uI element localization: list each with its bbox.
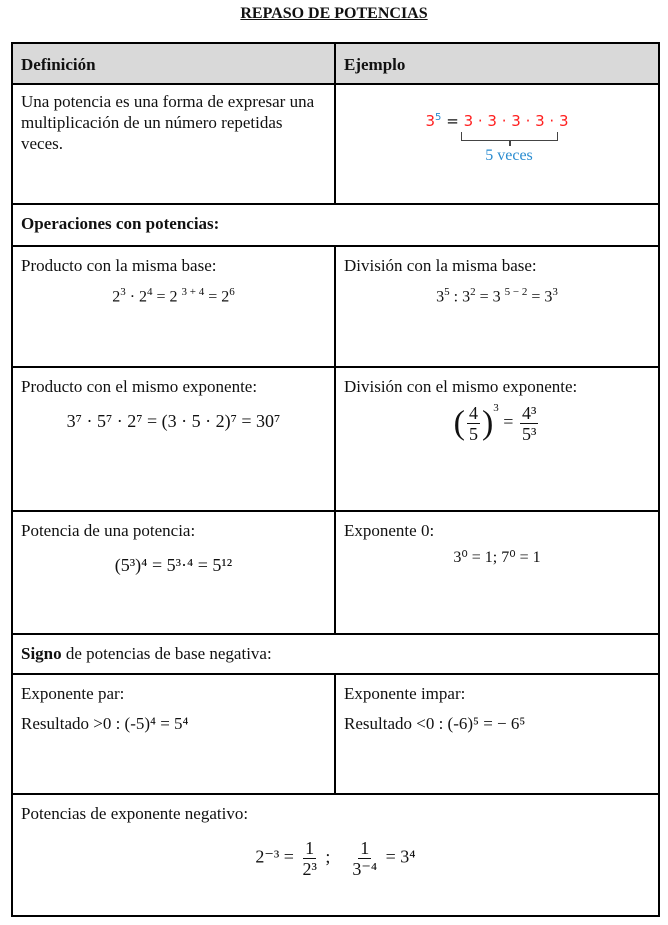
negativo-label: Potencias de exponente negativo:: [21, 804, 249, 823]
curly-brace-icon: [461, 132, 558, 141]
example-base: 3: [425, 112, 436, 130]
producto-base-cell: [13, 247, 334, 315]
producto-exp-formula: 3⁷ · 5⁷ · 2⁷ = (3 · 5 · 2)⁷ = 30⁷: [66, 411, 281, 431]
potencia-potencia-cell: [13, 512, 334, 584]
powers-table: [11, 42, 660, 917]
potencia-potencia-label: Potencia de una potencia:: [21, 521, 196, 540]
negative-row: [12, 794, 659, 916]
negativo-cell: [13, 795, 658, 887]
signo-heading: Signo de potencias de base negativa:: [21, 644, 272, 663]
exp-par-label: Exponente par:: [21, 684, 125, 703]
division-exp-label: División con el mismo exponente:: [344, 377, 578, 396]
producto-exp-label: Producto con el mismo exponente:: [21, 377, 258, 396]
producto-base-label: Producto con la misma base:: [21, 256, 217, 275]
exponente-cero-formula: 3⁰ = 1; 7⁰ = 1: [453, 549, 541, 566]
definition-row: [12, 84, 659, 204]
exp-impar-label: Exponente impar:: [344, 684, 466, 703]
base-row: [12, 246, 659, 367]
example-expanded: 3 · 3 · 3 · 3 · 3: [463, 112, 569, 130]
division-exp-cell: [336, 368, 658, 452]
exp-impar-result: Resultado <0 : (-6)⁵ = − 6⁵: [344, 714, 526, 733]
header-definicion: Definición: [21, 55, 96, 74]
operations-heading-row: [12, 204, 659, 246]
definition-example: [336, 85, 658, 173]
division-base-label: División con la misma base:: [344, 256, 537, 275]
header-row: [12, 43, 659, 84]
exponent-row: [12, 367, 659, 511]
exp-par-cell: [13, 675, 334, 742]
brace-label: 5 veces: [485, 147, 533, 164]
example-eq: =: [446, 112, 459, 130]
producto-base-formula: $2^3 \cdot 2^4 = 2$ $^{3 + 4} = 2^6$: [112, 286, 235, 306]
page-title: REPASO DE POTENCIAS: [240, 5, 428, 22]
division-exp-formula: ( $\frac{4}{5}$ )$^3$ = $\frac{\text{4³}}{\text{5³}}$: [453, 401, 537, 444]
division-base-formula: $3^5$ : $3^2 = 3$ $^{5 - 2} = 3^3$: [436, 286, 558, 306]
definition-text: Una potencia es una forma de expresar una multiplicación de un número repetidas veces.: [21, 92, 315, 153]
potencia-potencia-formula: (5³)⁴ = 5³·⁴ = 5¹²: [114, 555, 233, 575]
exp-par-result: Resultado >0 : (-5)⁴ = 5⁴: [21, 714, 189, 733]
exponente-cero-label: Exponente 0:: [344, 521, 435, 540]
example-exp: 5: [435, 112, 442, 123]
producto-exp-cell: [13, 368, 334, 440]
operations-heading: Operaciones con potencias:: [21, 214, 220, 233]
exp-impar-cell: [336, 675, 658, 742]
division-base-cell: [336, 247, 658, 315]
negativo-formula: 2⁻³ = $\frac{1}{\text{2³}}$ ; $\frac{1}{\text{3⁻⁴}}$ = 3⁴: [255, 838, 416, 879]
signo-heading-row: [12, 634, 659, 674]
sign-row: [12, 674, 659, 794]
header-ejemplo: Ejemplo: [344, 55, 406, 74]
power-zero-row: [12, 511, 659, 634]
exponente-cero-cell: [336, 512, 658, 576]
